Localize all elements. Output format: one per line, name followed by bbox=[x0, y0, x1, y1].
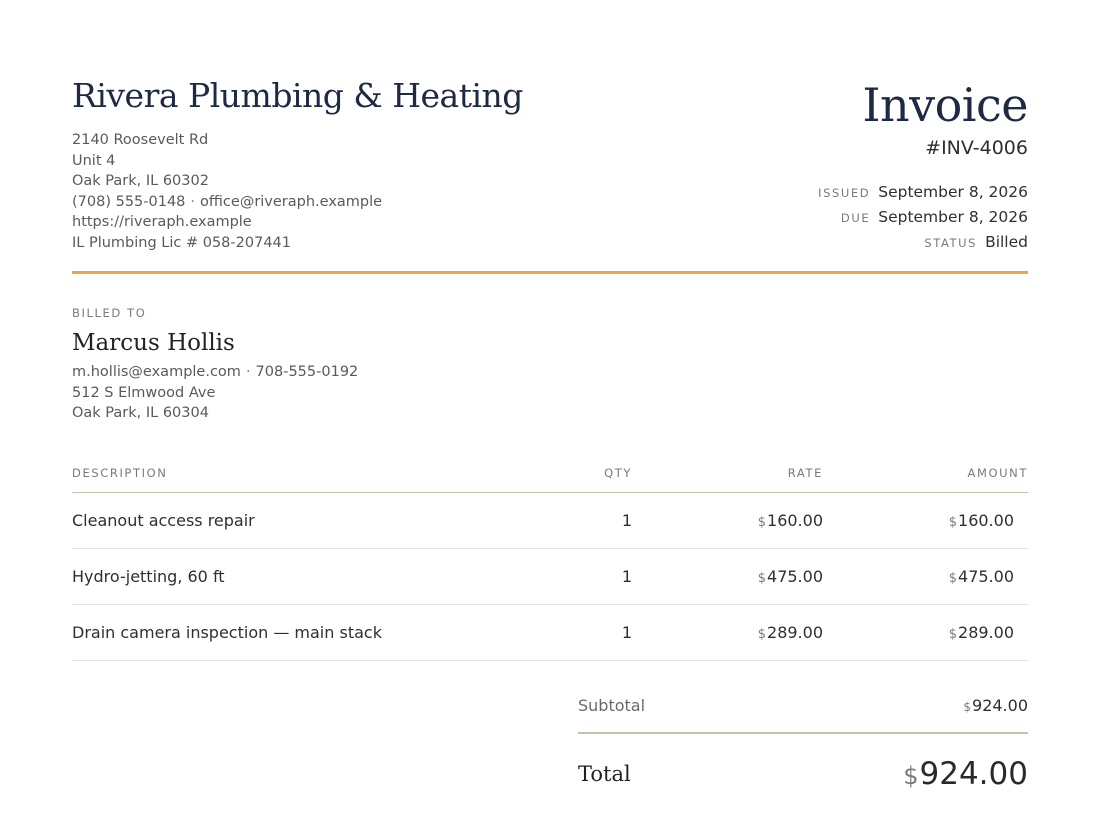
item-qty: 1 bbox=[512, 492, 632, 548]
item-rate bbox=[632, 604, 823, 660]
status-value: Billed bbox=[985, 233, 1028, 251]
total-amount: 924.00 bbox=[919, 756, 1028, 792]
item-rate bbox=[632, 548, 823, 604]
currency-symbol: $ bbox=[963, 699, 972, 714]
subtotal-value bbox=[963, 696, 1028, 715]
line-items-table bbox=[72, 454, 1028, 661]
item-amount-value: 160.00 bbox=[958, 510, 1014, 530]
company-email[interactable]: office@riveraph.example bbox=[200, 193, 383, 210]
total-value bbox=[903, 756, 1028, 792]
item-amount bbox=[823, 548, 1028, 604]
company-block bbox=[72, 74, 523, 253]
table-header-row bbox=[72, 454, 1028, 493]
item-amount-value: 475.00 bbox=[958, 566, 1014, 586]
item-amount bbox=[823, 604, 1028, 660]
item-description: Hydro-jetting, 60 ft bbox=[72, 548, 512, 604]
currency-symbol: $ bbox=[948, 626, 958, 642]
company-address-line1: 2140 Roosevelt Rd bbox=[72, 132, 209, 148]
client-city-state-zip: Oak Park, IL 60304 bbox=[72, 405, 209, 421]
currency-symbol: $ bbox=[903, 762, 919, 790]
total-row bbox=[578, 734, 1028, 814]
total-label: Total bbox=[578, 762, 631, 786]
issued-row bbox=[818, 180, 1028, 205]
company-contact bbox=[72, 192, 523, 213]
company-name: Rivera Plumbing & Heating bbox=[72, 76, 523, 115]
invoice-title: Invoice bbox=[862, 78, 1028, 132]
currency-symbol: $ bbox=[948, 570, 958, 586]
separator-dot: · bbox=[245, 364, 251, 380]
currency-symbol: $ bbox=[948, 514, 958, 530]
item-description: Drain camera inspection — main stack bbox=[72, 604, 512, 660]
client-phone[interactable]: 708-555-0192 bbox=[255, 364, 359, 380]
status-row bbox=[818, 230, 1028, 255]
currency-symbol: $ bbox=[757, 626, 767, 642]
subtotal-label: Subtotal bbox=[578, 695, 646, 715]
table-row bbox=[72, 604, 1028, 660]
invoice-meta-block bbox=[818, 74, 1028, 255]
issued-date: September 8, 2026 bbox=[878, 183, 1028, 201]
due-row bbox=[818, 205, 1028, 230]
company-website[interactable]: https://riveraph.example bbox=[72, 214, 252, 230]
header-rate: RATE bbox=[632, 454, 823, 493]
separator-dot: · bbox=[190, 193, 196, 210]
item-rate bbox=[632, 492, 823, 548]
header-qty: QTY bbox=[512, 454, 632, 493]
totals-block bbox=[578, 678, 1028, 814]
client-email[interactable]: m.hollis@example.com bbox=[72, 364, 241, 380]
client-name: Marcus Hollis bbox=[72, 330, 235, 356]
due-date: September 8, 2026 bbox=[878, 208, 1028, 226]
company-license: IL Plumbing Lic # 058-207441 bbox=[72, 234, 291, 251]
invoice-number: #INV-4006 bbox=[925, 137, 1028, 159]
issued-label: ISSUED bbox=[818, 186, 871, 200]
currency-symbol: $ bbox=[757, 514, 767, 530]
item-qty: 1 bbox=[512, 548, 632, 604]
status-label: STATUS bbox=[924, 236, 978, 250]
invoice-header bbox=[72, 74, 1028, 274]
billed-to-block bbox=[72, 274, 1028, 424]
billed-to-label: BILLED TO bbox=[72, 306, 147, 320]
subtotal-amount: 924.00 bbox=[972, 695, 1028, 715]
table-row bbox=[72, 548, 1028, 604]
currency-symbol: $ bbox=[757, 570, 767, 586]
due-label: DUE bbox=[840, 211, 871, 225]
table-row bbox=[72, 492, 1028, 548]
item-rate-value: 475.00 bbox=[767, 566, 823, 586]
item-amount-value: 289.00 bbox=[958, 622, 1014, 642]
client-address-line1: 512 S Elmwood Ave bbox=[72, 384, 216, 401]
client-contact bbox=[72, 362, 1028, 383]
item-rate-value: 160.00 bbox=[767, 510, 823, 530]
header-amount: AMOUNT bbox=[823, 454, 1028, 493]
company-address-line2: Unit 4 bbox=[72, 152, 116, 169]
item-qty: 1 bbox=[512, 604, 632, 660]
subtotal-row bbox=[578, 678, 1028, 734]
invoice-page bbox=[72, 0, 1028, 661]
item-description: Cleanout access repair bbox=[72, 492, 512, 548]
header-description: DESCRIPTION bbox=[72, 454, 512, 493]
company-phone[interactable]: (708) 555-0148 bbox=[72, 193, 186, 210]
item-rate-value: 289.00 bbox=[767, 622, 823, 642]
company-city-state-zip: Oak Park, IL 60302 bbox=[72, 173, 209, 189]
item-amount bbox=[823, 492, 1028, 548]
